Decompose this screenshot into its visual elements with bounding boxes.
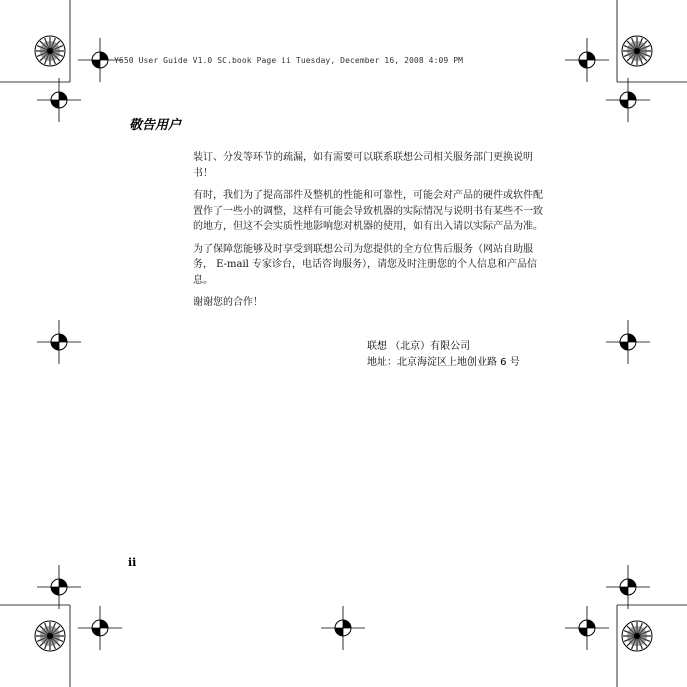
company-address: 地址：北京海淀区上地创业路 6 号 [367, 357, 520, 368]
starburst-mark-top-right [622, 36, 652, 66]
section-title: 敬告用户 [129, 118, 182, 133]
registration-mark-right-middle [606, 320, 650, 364]
starburst-mark-bottom-right [622, 621, 652, 651]
paragraph-thanks: 谢谢您的合作！ [193, 297, 263, 308]
registration-mark-bottom-center [321, 606, 365, 650]
registration-mark-right-upper [606, 78, 650, 122]
registration-mark-bottom-left [78, 606, 122, 650]
registration-mark-left-lower [37, 565, 81, 609]
paragraph-config-changes: 有时，我们为了提高部件及整机的性能和可靠性，可能会对产品的硬件或软件配置作了一些小的调整，这样有可能会导致机器的实际情况与说明书有某些不一致的地方，但这不会实质性地影响您对机器的使用，如有出入请以实际产品为准。 [193, 190, 543, 232]
starburst-mark-top-left [35, 36, 65, 66]
registration-mark-left-middle [37, 320, 81, 364]
registration-mark-bottom-right [565, 606, 609, 650]
paragraph-registration: 为了保障您能够及时享受到联想公司为您提供的全方位售后服务（网站自助服务， E-mail 专家诊台，电话咨询服务），请您及时注册您的个人信息和产品信息。 [193, 243, 538, 286]
starburst-mark-bottom-left [35, 621, 65, 651]
registration-mark-top-right [565, 38, 609, 82]
notice-body [193, 150, 543, 318]
signature-block [367, 339, 567, 371]
company-name: 联想 （北京）有限公司 [367, 341, 471, 352]
registration-mark-left-upper [37, 78, 81, 122]
paragraph-binding-errors: 装订、分发等环节的疏漏，如有需要可以联系联想公司相关服务部门更换说明书！ [193, 152, 533, 179]
page-number: ii [128, 556, 137, 569]
registration-mark-right-lower [606, 565, 650, 609]
print-slug: Y650 User Guide V1.0 SC.book Page ii Tuesday, December 16, 2008 4:09 PM [114, 56, 464, 65]
